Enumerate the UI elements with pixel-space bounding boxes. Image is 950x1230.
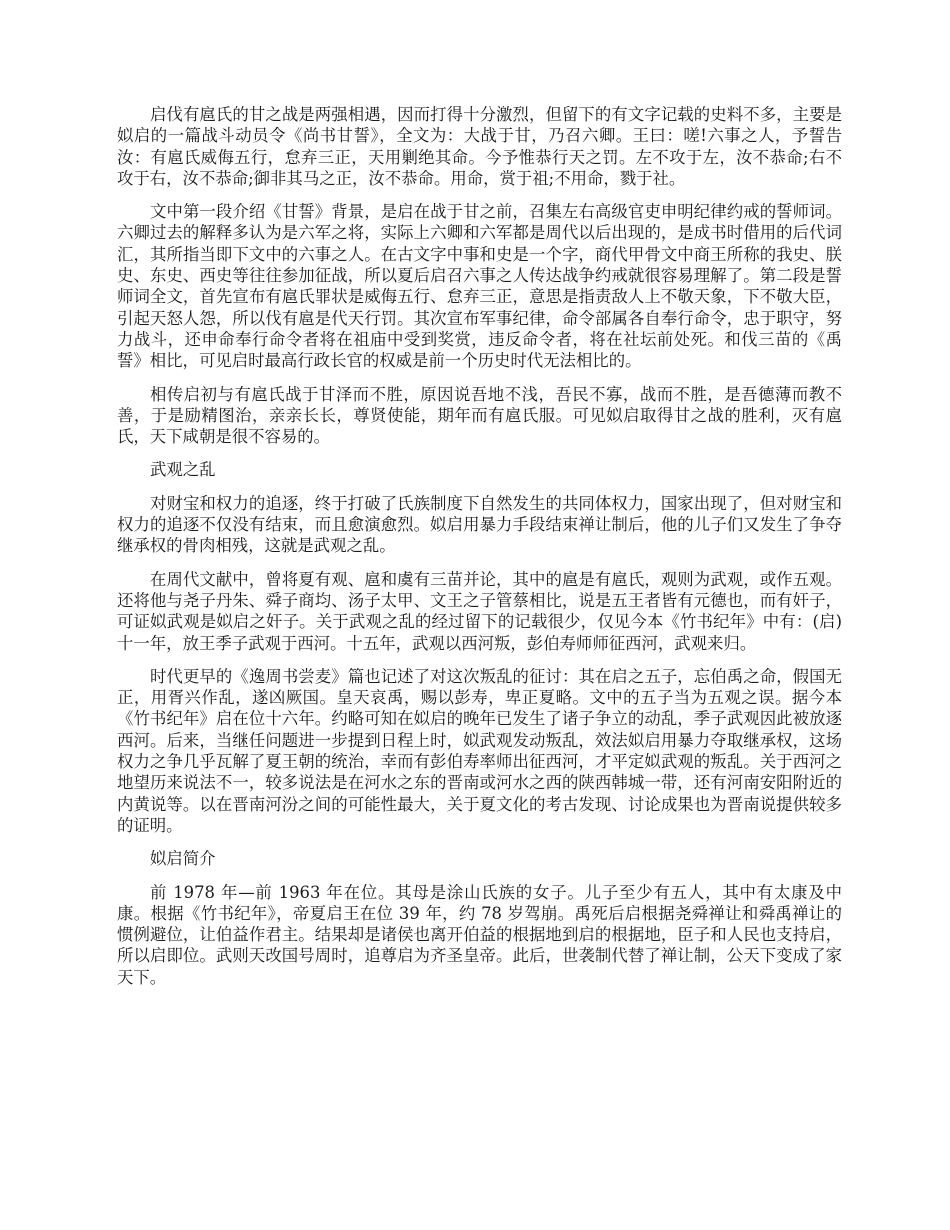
section-heading-wuguan-rebellion: 武观之乱	[150, 460, 216, 480]
paragraph-wuguan-records: 在周代文献中，曾将夏有观、扈和虞有三苗并论，其中的扈是有扈氏，观则为武观，或作五观。还将他与尧子丹朱、舜子商均、汤子太甲、文王之子管蔡相比，说是五王者皆有元德也，而有奸子，可证姒武观是姒启之奸子。关于武观之乱的经过留下的记载很少，仅见今本《竹书纪年》中有：(启)十一年，放王季子武观于西河。十五年，武观以西河叛，彭伯寿师师征西河，武观来归。	[117, 569, 842, 653]
paragraph-wuguan-intro: 对财宝和权力的追逐，终于打破了氏族制度下自然发生的共同体权力，国家出现了，但对财宝和权力的追逐不仅没有结束，而且愈演愈烈。姒启用暴力手段结束禅让制后，他的儿子们又发生了争夺继承权的骨肉相残，这就是武观之乱。	[117, 493, 842, 556]
paragraph-wuguan-yizhoushu: 时代更早的《逸周书尝麦》篇也记述了对这次叛乱的征讨：其在启之五子，忘伯禹之命，假国无正，用胥兴作乱，遂凶厥国。皇天哀禹，赐以彭寿，卑正夏略。文中的五子当为五观之误。据今本《竹书纪年》启在位十六年。约略可知在姒启的晚年已发生了诸子争立的动乱，季子武观因此被放逐西河。后来，当继任问题进一步提到日程上时，姒武观发动叛乱，效法姒启用暴力夺取继承权，这场权力之争几乎瓦解了夏王朝的统治，幸而有彭伯寿率师出征西河，才平定姒武观的叛乱。关于西河之地望历来说法不一，较多说法是在河水之东的晋南或河水之西的陕西韩城一带，还有河南安阳附近的内黄说等。以在晋南河汾之间的可能性最大，关于夏文化的考古发现、讨论成果也为晋南说提供较多的证明。	[117, 666, 842, 835]
section-heading-siqi-profile: 姒启简介	[150, 849, 216, 869]
paragraph-gan-battle: 启伐有扈氏的甘之战是两强相遇，因而打得十分激烈，但留下的有文字记载的史料不多，主要是姒启的一篇战斗动员令《尚书甘誓》，全文为：大战于甘，乃召六卿。王曰：嗟!六事之人，予誓告汝：有扈氏威侮五行，怠弃三正，天用剿绝其命。今予惟恭行天之罚。左不攻于左，汝不恭命;右不攻于右，汝不恭命;御非其马之正，汝不恭命。用命，赏于祖;不用命，戮于社。	[117, 105, 842, 188]
paragraph-siqi-profile: 前 1978 年—前 1963 年在位。其母是涂山氏族的女子。儿子至少有五人，其中有太康及中康。根据《竹书纪年》，帝夏启王在位 39 年，约 78 岁驾崩。禹死后启根据尧舜禅让和舜禹禅让的惯例避位，让伯益作君主。结果却是诸侯也离开伯益的根据地到启的根据地，臣子和人民也支持启，所以启即位。武则天改国号周时，追尊启为齐圣皇帝。此后，世袭制代替了禅让制，公天下变成了家天下。	[117, 882, 842, 987]
paragraph-gan-oath-analysis: 文中第一段介绍《甘誓》背景，是启在战于甘之前，召集左右高级官吏申明纪律约戒的誓师词。六卿过去的解释多认为是六军之将，实际上六卿和六军都是周代以后出现的，是成书时借用的后代词汇，其所指当即下文中的六事之人。在古文字中事和史是一个字，商代甲骨文中商王所称的我史、朕史、东史、西史等往往参加征战，所以夏后启召六事之人传达战争约戒就很容易理解了。第二段是誓师词全文，首先宣布有扈氏罪状是威侮五行、怠弃三正，意思是指责敌人上不敬天象，下不敬大臣，引起天怒人怨，所以伐有扈是代天行罚。其次宣布军事纪律，命令部属各自奉行命令，忠于职守，努力战斗，还申命奉行命令者将在祖庙中受到奖赏，违反命令者，将在社坛前处死。和伐三苗的《禹誓》相比，可见启时最高行政长官的权威是前一个历史时代无法相比的。	[117, 202, 842, 371]
document-body	[117, 104, 842, 1000]
paragraph-gan-victory: 相传启初与有扈氏战于甘泽而不胜，原因说吾地不浅，吾民不寡，战而不胜，是吾德薄而教不善，于是励精图治，亲亲长长，尊贤使能，期年而有扈氏服。可见姒启取得甘之战的胜利，灭有扈氏，天下咸朝是很不容易的。	[117, 384, 842, 447]
